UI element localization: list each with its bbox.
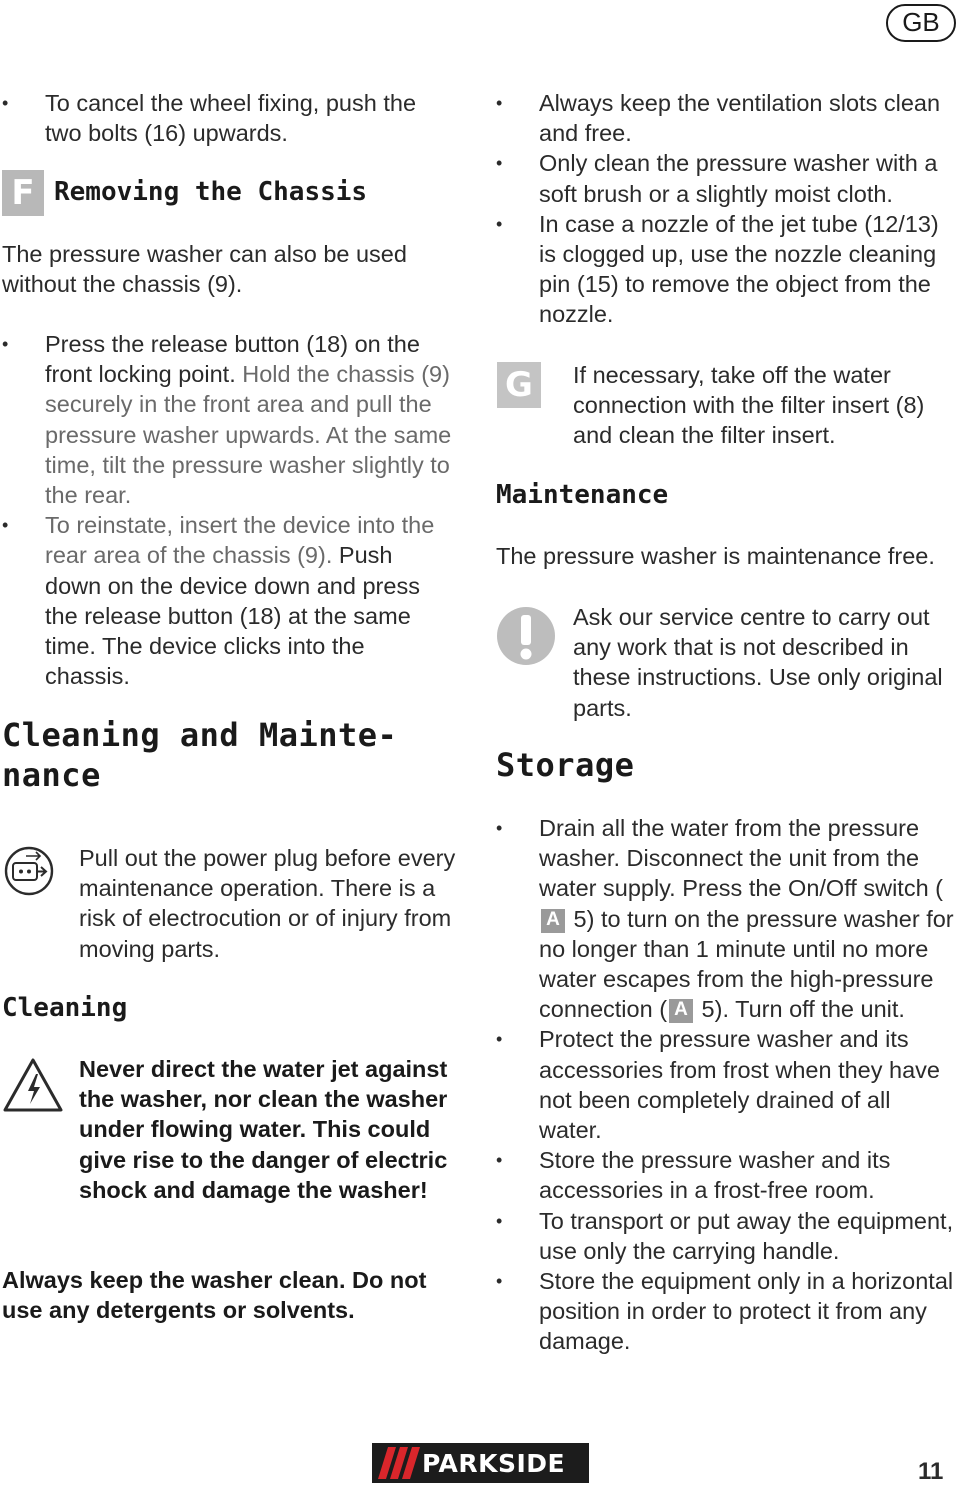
service-notice: Ask our service centre to carry out any work that is not described in these instructions. Use only original parts. [573,604,943,721]
maintenance-text: The pressure washer is maintenance free. [496,543,935,569]
step-text-dark: Press the release button (18) on the front locking point. [45,331,420,388]
chassis-steps-list [2,329,452,691]
storage-list [496,813,958,1357]
wheel-fixing-list [2,88,452,148]
filter-insert-note: If necessary, take off the water connection with the filter insert (8) and clean the filter insert. [573,362,925,449]
step-text-grey: To reinstate, insert the device into the rear area of the chassis (9). [45,512,435,569]
exclamation-icon [496,606,556,666]
list-item [496,813,958,1024]
section-f-badge: F [2,170,44,216]
list-item: • Protect the pressure washer and its accessories from frost when they have not been completely drained of all water. [496,1024,958,1145]
logo-wordmark: PARKSIDE [422,1448,566,1478]
step-text-dark: Push down on the device down and press the release button (18) at the same time. The device clicks into the chassis. [45,542,420,690]
section-title-cleaning: Cleaning [2,993,128,1023]
section-title-storage: Storage [496,746,635,784]
clean-note: Always keep the washer clean. Do not use any detergents or solvents. [2,1267,427,1324]
list-item: • Only clean the pressure washer with a soft brush or a slightly moist cloth. [496,148,958,208]
warning-text: Never direct the water jet against the washer, nor clean the washer under flowing water. This could give rise to the danger of electric shock and damage the washer! [79,1056,448,1203]
logo-stripes-icon [372,1443,422,1483]
list-item: • Store the equipment only in a horizontal position in order to protect it from any damage. [496,1266,958,1357]
list-item: • To transport or put away the equipment, use only the carrying handle. [496,1206,958,1266]
list-item: • In case a nozzle of the jet tube (12/13) is clogged up, use the nozzle cleaning pin (15) to remove the object from the nozzle. [496,209,958,330]
chassis-intro-text: The pressure washer can also be used without the chassis (9). [2,241,407,298]
power-plug-notice: Pull out the power plug before every maintenance operation. There is a risk of electrocution or of injury from moving parts. [79,845,456,962]
storage-step-text: 5) to turn on the pressure washer for no longer than 1 minute until no more water escapes from the high-pressure connection ( [539,905,954,1023]
figure-a-badge: A [669,999,693,1023]
section-title-cleaning-maintenance: Cleaning and Mainte- nance [2,716,398,794]
cleaning-tips-list [496,88,958,330]
list-item: • Store the pressure washer and its accessories in a frost-free room. [496,1145,958,1205]
list-item: • Always keep the ventilation slots clean and free. [496,88,958,148]
storage-step-text: 5). Turn off the unit. [695,996,905,1023]
electric-hazard-icon [2,1057,64,1113]
section-title-maintenance: Maintenance [496,480,669,510]
parkside-logo [372,1443,589,1483]
power-plug-icon [4,843,54,899]
section-title-removing-chassis: Removing the Chassis [54,177,368,207]
language-badge: GB [886,4,956,42]
list-item [2,329,452,510]
page-number: 11 [918,1458,944,1485]
step-text-grey: Hold the chassis (9) securely in the front area and pull the pressure washer upwards. At the same time, tilt the pressure washer slightly to the rear. [45,361,452,509]
storage-step-text: Drain all the water from the pressure washer. Disconnect the unit from the water supply. Press the On/Off switch ( [539,815,943,902]
list-item [2,510,452,691]
list-item: • To cancel the wheel fixing, push the two bolts (16) upwards. [2,88,452,148]
figure-a-badge: A [541,909,565,933]
section-g-badge: G [497,362,541,408]
